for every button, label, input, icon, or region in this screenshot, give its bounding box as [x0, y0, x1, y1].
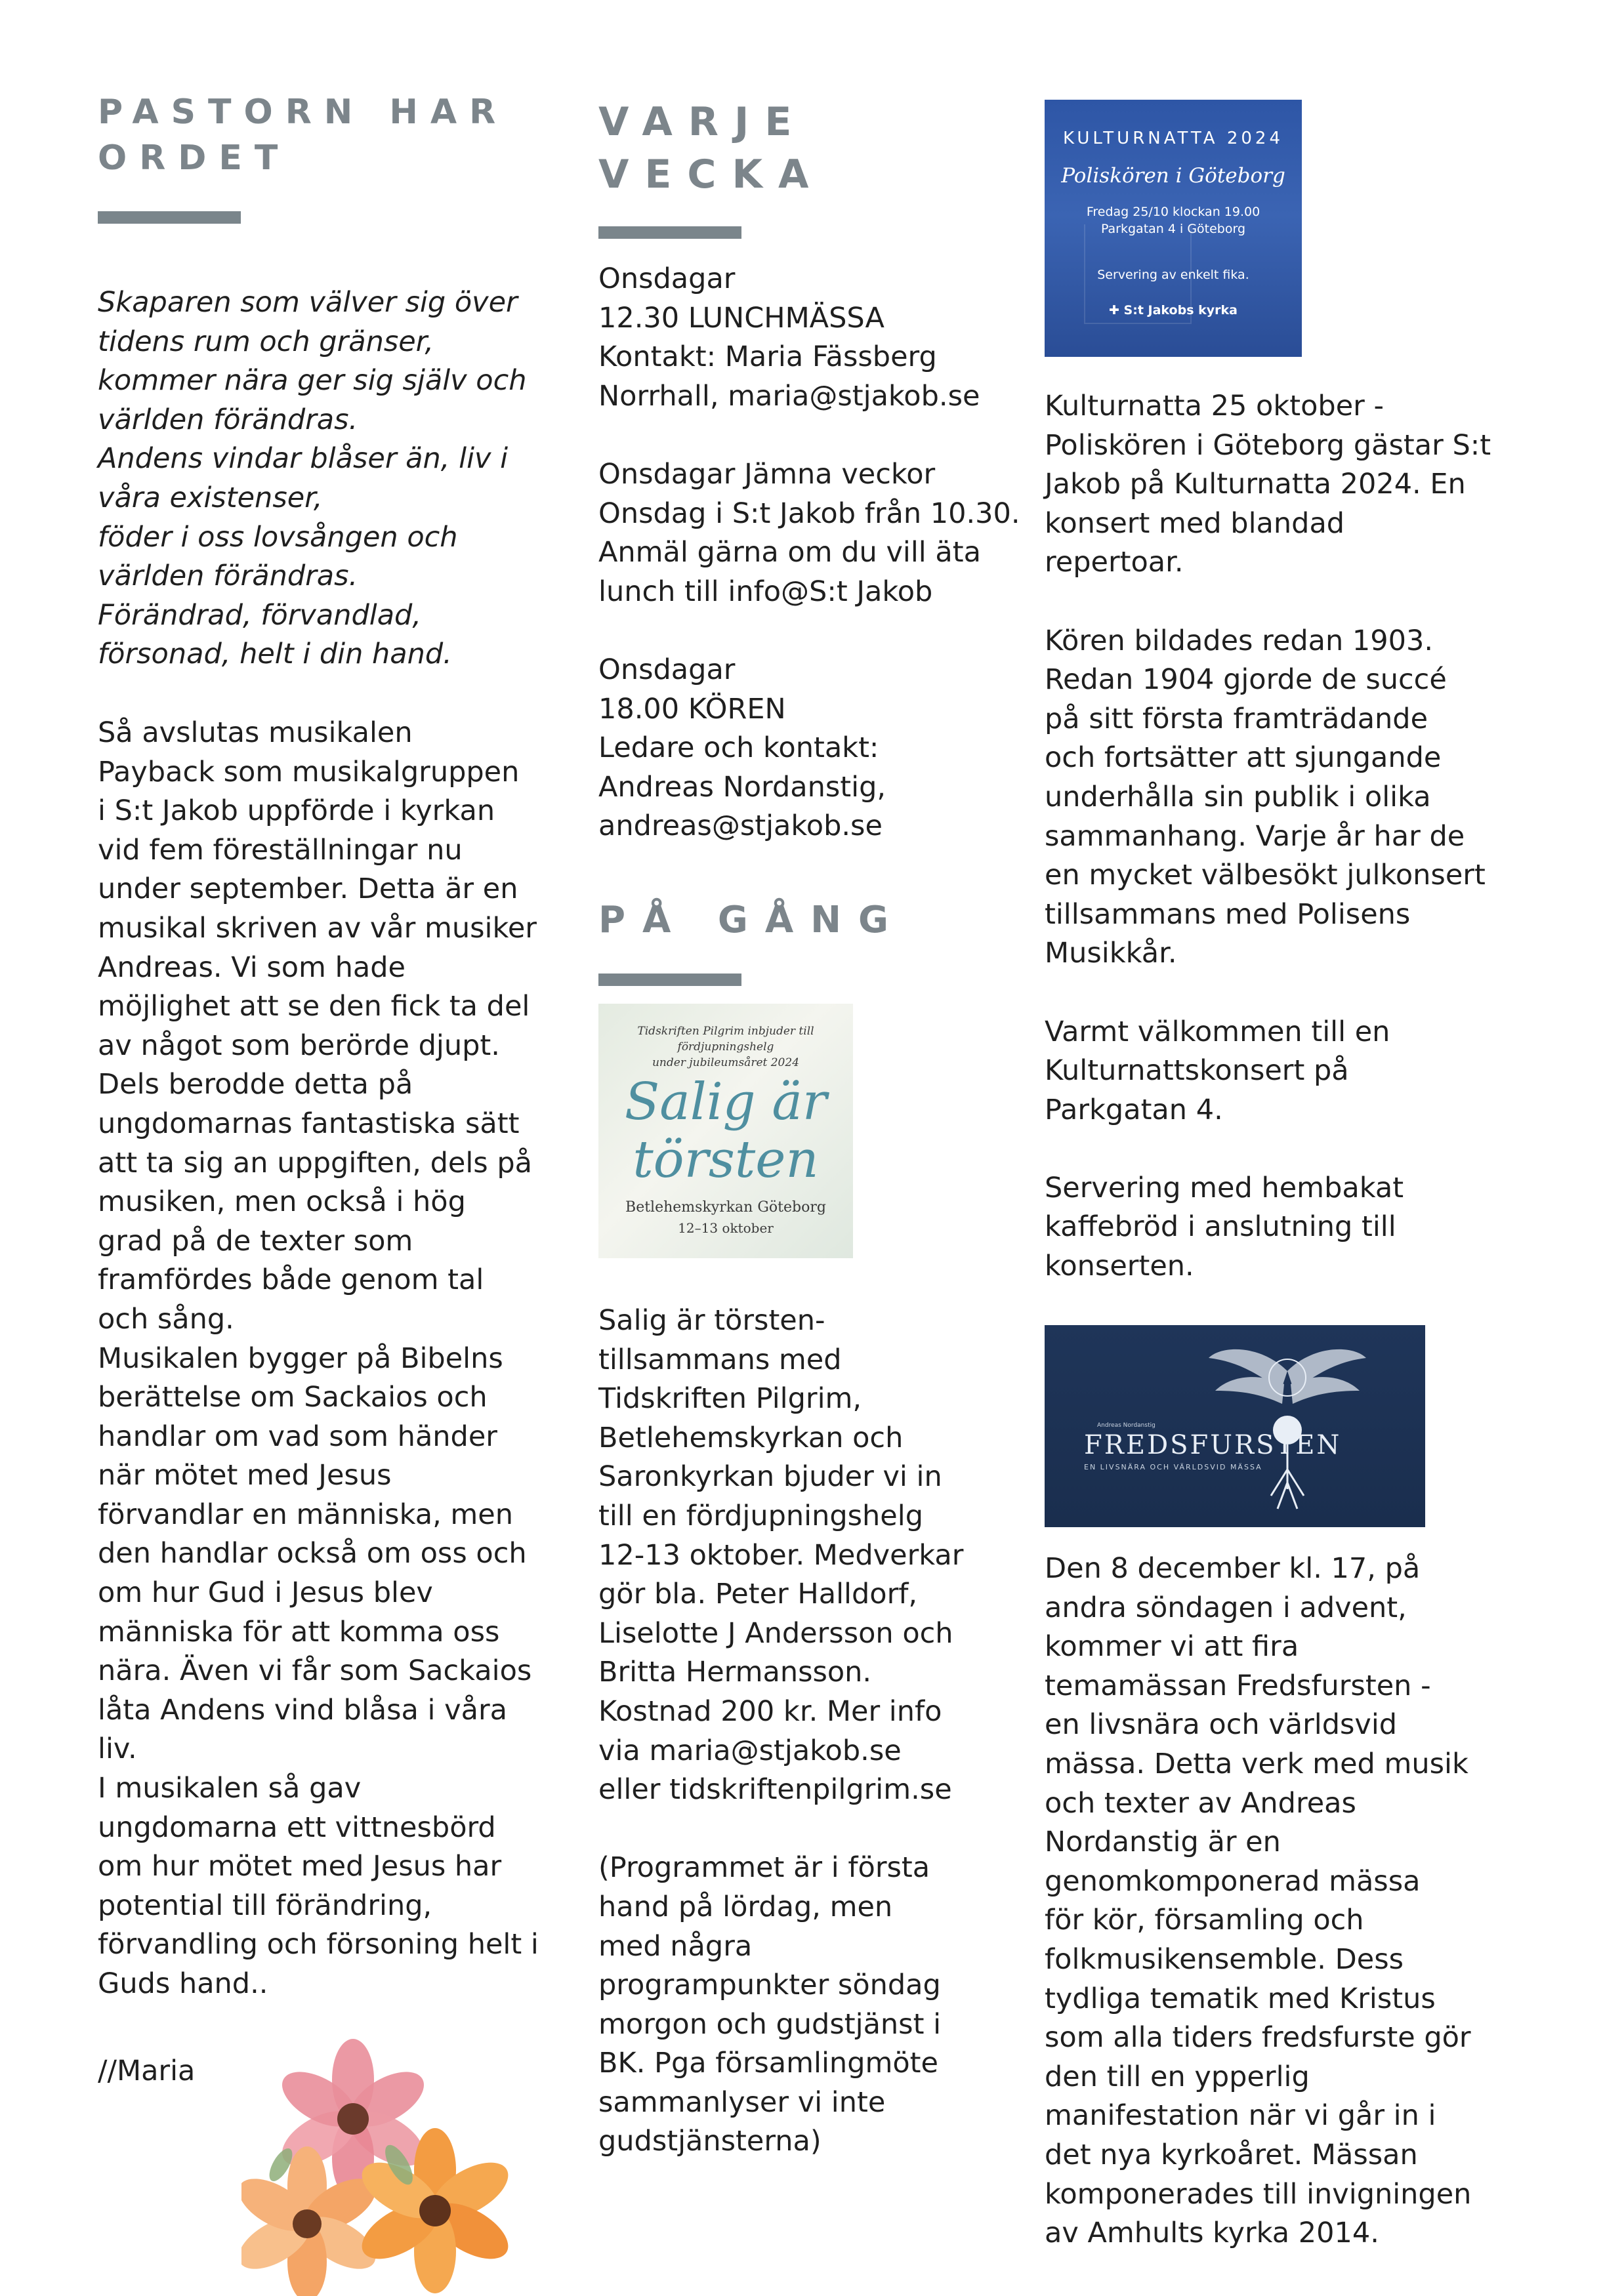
pilgrim-title: Salig är törsten	[624, 1073, 827, 1189]
kulturnatta-poster	[1045, 100, 1302, 357]
freds-poster-subtitle: EN LIVSNÄRA OCH VÄRLDSVID MÄSSA	[1084, 1463, 1262, 1471]
pilgrim-poster	[598, 1004, 853, 1258]
fredsfursten-text: Den 8 december kl. 17, på andra söndagen i advent, kommer vi att fira temamässan Fredsfursten - en livsnära och världsvid mässa. Detta verk med musik och texter av Andreas Nordanstig är en genomkomponerad mässa för kör, församling och folkmusikensemble. Dess tydliga tematik med Kristus som alla tiders fredsfurste gör den till en ypperlig manifestation när vi går in i det nya kyrkoåret. Mässan komponerades till invigningen av Amhults kyrka 2014.	[1045, 1552, 1472, 2250]
pastorn-body: Så avslutas musikalen Payback som musikalgruppen i S:t Jakob uppförde i kyrkan vid fem föreställningar nu under september. Detta är en musikal skriven av vår musiker Andreas. Vi som hade möjlighet att se den fick ta del av något som berörde djupt. Dels berodde detta på ungdomarnas fantastiska sätt att ta sig an uppgiften, dels på musiken, men också i hög grad på de texter som framfördes både genom tal och sång. Musikalen bygger på Bibelns berättelse om Sackaios och handlar om vad som händer när mötet med Jesus förvandlar en människa, men den handlar också om oss och om hur Gud i Jesus blev människa för att komma oss nära. Även vi får som Sackaios låta Andens vind blåsa i våra liv. I musikalen så gav ungdomarna ett vittnesbörd om hur mötet med Jesus har potential till förändring, förvandling och försoning helt i Guds hand..	[98, 716, 539, 2000]
kultur-poster-line2: Parkgatan 4 i Göteborg	[1100, 222, 1246, 236]
weekly-text: Onsdagar 12.30 LUNCHMÄSSA Kontakt: Maria Fässberg Norrhall, maria@stjakob.se Onsdagar Jämna veckor Onsdag i S:t Jakob från 10.30. Anmäl gärna om du vill äta lunch till info@S:t Jakob Onsdagar 18.00 KÖREN Ledare och kontakt: Andreas Nordanstig, andreas@stjakob.se	[598, 262, 1020, 843]
kulturnatta-text: Kulturnatta 25 oktober - Poliskören i Göteborg gästar S:t Jakob på Kulturnatta 2024. En konsert med blandad repertoar. Kören bildades redan 1903. Redan 1904 gjorde de succé på sitt första framträdande och fortsätter att sjungande underhålla sin publik i olika sammanhang. Varje år har de en mycket välbesökt julkonsert tillsammans med Polisens Musikkår. Varmt välkommen till en Kulturnattskonsert på Parkgatan 4. Servering med hembakat kaffebröd i anslutning till konserten.	[1045, 390, 1491, 1283]
freds-poster-title: FREDSFURSTEN	[1084, 1430, 1342, 1460]
kultur-poster-line1: Fredag 25/10 klockan 19.00	[1086, 205, 1260, 219]
pilgrim-place: Betlehemskyrkan Göteborg	[625, 1199, 826, 1216]
freds-poster-author: Andreas Nordanstig	[1097, 1422, 1156, 1429]
pa-gang-heading: PÅ GÅNG	[598, 899, 906, 941]
pa-gang-rule	[598, 974, 741, 986]
kultur-poster-subtitle: Poliskören i Göteborg	[1061, 164, 1285, 188]
pilgrim-top-text: Tidskriften Pilgrim inbjuder till fördjupningshelg under jubileumsåret 2024	[637, 1025, 814, 1069]
varje-vecka-rule	[598, 226, 741, 239]
kultur-poster-title: KULTURNATTA 2024	[1063, 129, 1283, 148]
winged-emblem	[1209, 1332, 1366, 1522]
fredsfursten-poster	[1045, 1325, 1425, 1527]
pilgrim-dates: 12–13 oktober	[678, 1220, 774, 1236]
upcoming-text: Salig är törsten- tillsammans med Tidskriften Pilgrim, Betlehemskyrkan och Saronkyrkan bjuder vi in till en fördjupningshelg 12-13 oktober. Medverkar gör bla. Peter Halldorf, Liselotte J Andersson och Britta Hermansson. Kostnad 200 kr. Mer info via maria@stjakob.se eller tidskriftenpilgrim.se (Programmet är i första hand på lördag, men med några programpunkter söndag morgon och gudstjänst i BK. Pga församlingmöte sammanlyser vi inte gudstjänsterna)	[598, 1304, 964, 2158]
pastorn-rule	[98, 211, 241, 224]
poem-text: Skaparen som välver sig över tidens rum och gränser, kommer nära ger sig själv och världen förändras. Andens vindar blåser än, liv i våra existenser, föder i oss lovsången och världen förändras. Förändrad, förvandlad, försonad, helt i din hand.	[98, 286, 527, 671]
pastorn-heading: PASTORN HAR ORDET	[98, 92, 509, 178]
kultur-poster-line3: Servering av enkelt fika.	[1097, 268, 1249, 282]
flower-illustration	[241, 2034, 524, 2296]
signature: //Maria	[98, 2055, 196, 2087]
kultur-poster-brand: ✚ S:t Jakobs kyrka	[1109, 303, 1238, 318]
varje-vecka-heading: VARJE VECKA	[598, 99, 825, 197]
